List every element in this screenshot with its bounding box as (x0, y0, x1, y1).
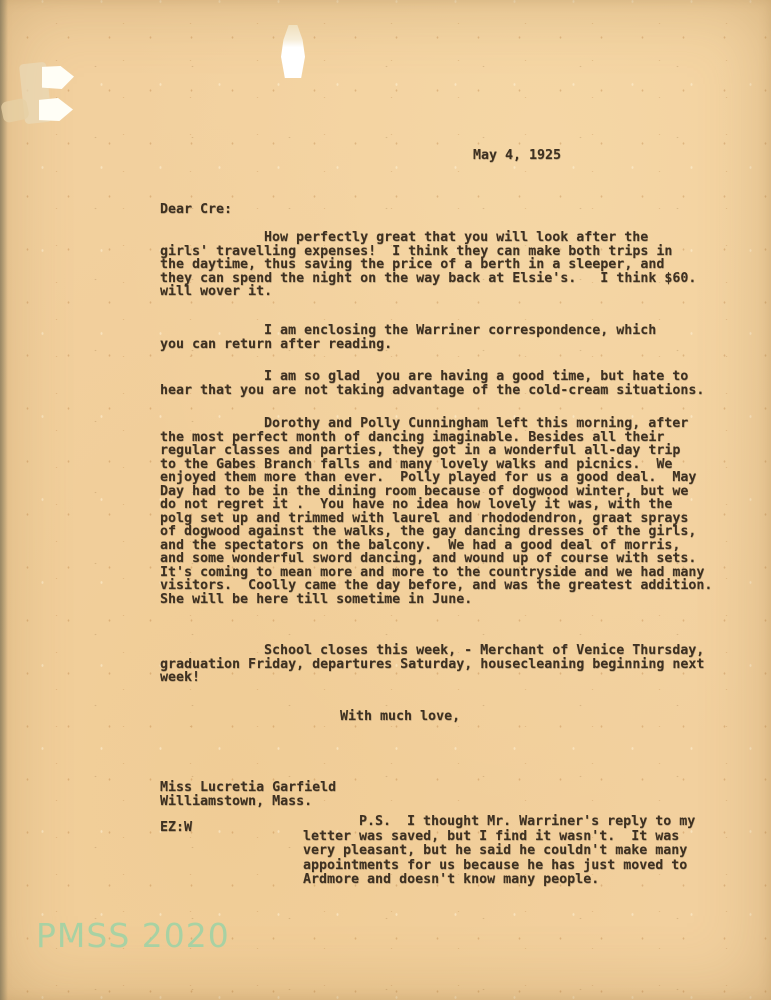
letter-line: polg set up and trimmed with laurel and rhododendron, graat sprays (160, 510, 689, 526)
letter-line: girls' travelling expenses! I think they can make both trips in (160, 243, 673, 259)
address-line: Miss Lucretia Garfield (160, 780, 337, 795)
address-line: Williamstown, Mass. (160, 793, 313, 809)
letter-line: How perfectly great that you will look after the (264, 230, 649, 245)
paragraph-1 (160, 231, 696, 299)
ps-line: very pleasant, but he said he couldn't make many (303, 843, 688, 859)
postscript (303, 815, 695, 888)
letter-line: It's coming to mean more and more to the countryside and we had many (160, 564, 705, 580)
staple-hole-bottom (39, 98, 73, 121)
staple-hole-top (42, 66, 74, 89)
letter-line: they can spend the night on the way back at Elsie's. I think $60. (160, 270, 697, 286)
letter-date: May 4, 1925 (473, 148, 562, 163)
salutation: Dear Cre: (160, 202, 233, 217)
paragraph-4 (160, 417, 712, 606)
letter-line: week! (160, 670, 201, 685)
typist-initials: EZ:W (160, 820, 193, 835)
recipient-address (160, 781, 336, 808)
letter-line: I am so glad you are having a good time, but hate to (264, 369, 689, 384)
letter-line: I am enclosing the Warriner correspondence, which (264, 323, 657, 338)
letter-line: graduation Friday, departures Saturday, housecleaning beginning next (160, 656, 705, 672)
letter-line: you can return after reading. (160, 336, 393, 352)
paper-tear-top (281, 25, 305, 78)
letter-line: Day had to be in the dining room because of dogwood winter, but we (160, 483, 689, 499)
paragraph-3 (160, 370, 704, 397)
paragraph-2 (160, 324, 656, 351)
letter-line: of dogwood against the walks, the gay dancing dresses of the girls, (160, 524, 697, 539)
letter-line: to the Gabes Branch falls and many lovely walks and picnics. We (160, 456, 673, 472)
letter-line: and the spectators on the balcony. We had a good deal of morris, (160, 537, 681, 553)
letter-line: regular classes and parties, they got in a wonderful all-day trip (160, 443, 681, 458)
letter-line: School closes this week, - Merchant of Venice Thursday, (264, 643, 705, 658)
letter-line: will wover it. (160, 284, 273, 299)
letter-line: Dorothy and Polly Cunningham left this morning, after (264, 416, 689, 431)
letter-line: visitors. Coolly came the day before, and was the greatest addition. (160, 578, 713, 593)
letter-line: do not regret it . You have no idea how lovely it was, with the (160, 497, 673, 512)
ps-line: appointments for us because he has just moved to (303, 857, 688, 873)
letter-line: and some wonderful sword dancing, and wound up of course with sets. (160, 551, 697, 566)
ps-line: Ardmore and doesn't know many people. (303, 872, 600, 888)
letter-line: the most perfect month of dancing imaginable. Besides all their (160, 429, 665, 445)
ps-line: letter was saved, but I find it wasn't. It was (303, 828, 680, 844)
letter-line: enjoyed them more than ever. Polly played for us a good deal. May (160, 470, 697, 485)
letter-line: She will be here till sometime in June. (160, 591, 473, 607)
pmss-watermark: PMSS 2020 (36, 916, 230, 955)
letter-line: the daytime, thus saving the price of a berth in a sleeper, and (160, 257, 665, 272)
letter-line: hear that you are not taking advantage of the cold-cream situations. (160, 382, 705, 398)
paragraph-5 (160, 644, 704, 685)
ps-line: P.S. I thought Mr. Warriner's reply to my (359, 814, 696, 829)
closing-line: With much love, (340, 709, 461, 724)
